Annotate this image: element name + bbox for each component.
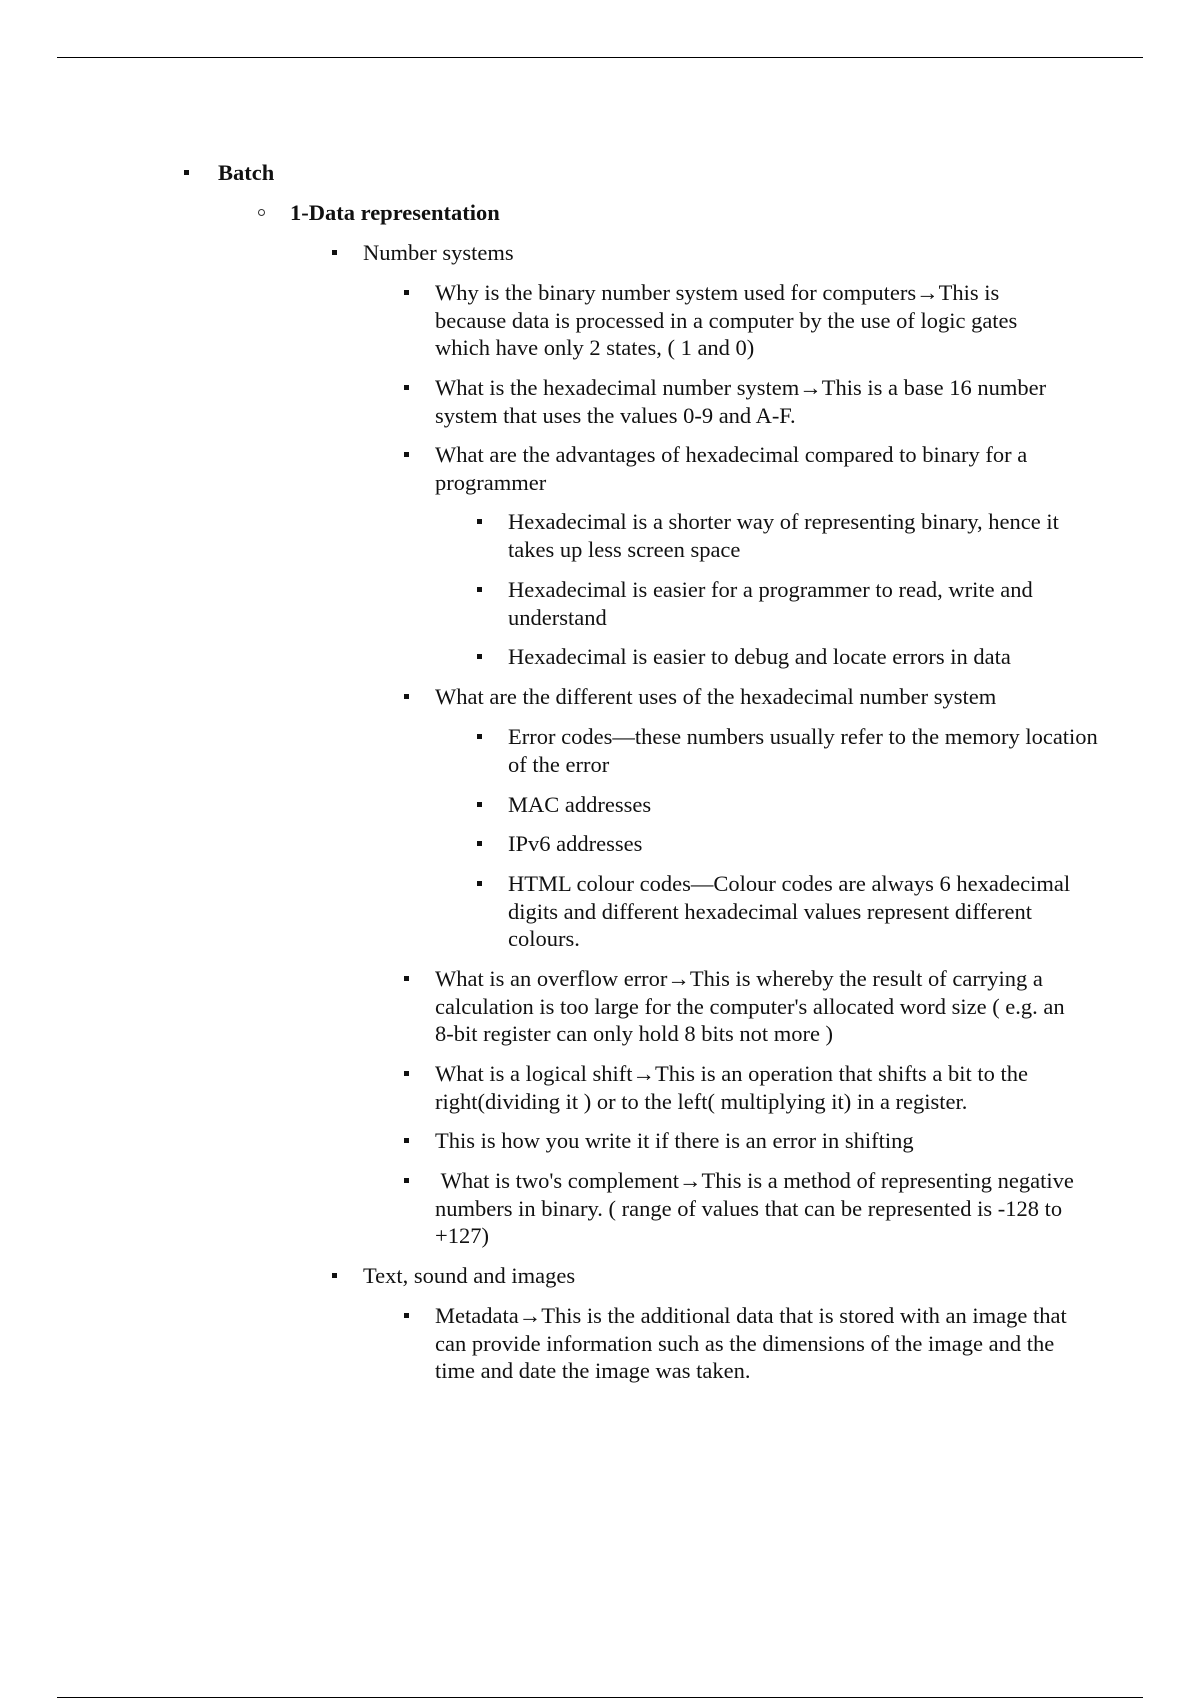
list-item: What is two's complement→This is a method of representing negative numbers in binary. ( range of values that can be represented is -128 to +127) [435, 1168, 1080, 1248]
list-item: What is the hexadecimal number system→This is a base 16 number system that uses the values 0-9 and A-F. [435, 375, 1047, 428]
list-item: Why is the binary number system used for computers→This is because data is processed in a computer by the use of logic gates which have only 2 states, ( 1 and 0) [435, 280, 1018, 360]
header-rule [57, 57, 1143, 58]
section-number-systems: Number systems [363, 240, 514, 265]
list-item: This is how you write it if there is an error in shifting [435, 1128, 914, 1153]
footer-rule [57, 1697, 1143, 1698]
list-item: What are the advantages of hexadecimal compared to binary for a programmer [435, 442, 1028, 495]
list-item: What is a logical shift→This is an operation that shifts a bit to the right(dividing it ) or to the left( multiplying it) in a register. [435, 1061, 1029, 1114]
list-item: What are the different uses of the hexadecimal number system [435, 684, 997, 709]
list-item: MAC addresses [508, 792, 652, 817]
list-item: Hexadecimal is a shorter way of representing binary, hence it takes up less screen space [508, 509, 1059, 562]
list-item: Error codes—these numbers usually refer to the memory location of the error [508, 724, 1098, 777]
list-item: Metadata→This is the additional data that is stored with an image that can provide information such as the dimensions of the image and the time and date the image was taken. [435, 1303, 1067, 1383]
list-item: HTML colour codes—Colour codes are always 6 hexadecimal digits and different hexadecimal values represent different colours. [508, 871, 1071, 951]
heading-data-representation: 1-Data representation [290, 200, 500, 225]
list-item: What is an overflow error→This is whereby the result of carrying a calculation is too large for the computer's allocated word size ( e.g. an 8-bit register can only hold 8 bits not more ) [435, 966, 1065, 1046]
list-item: IPv6 addresses [508, 831, 643, 856]
heading-batch: Batch [218, 160, 275, 185]
list-item: Hexadecimal is easier to debug and locate errors in data [508, 644, 1011, 669]
list-item: Hexadecimal is easier for a programmer to read, write and understand [508, 577, 1033, 630]
section-text-sound-images: Text, sound and images [363, 1263, 576, 1288]
